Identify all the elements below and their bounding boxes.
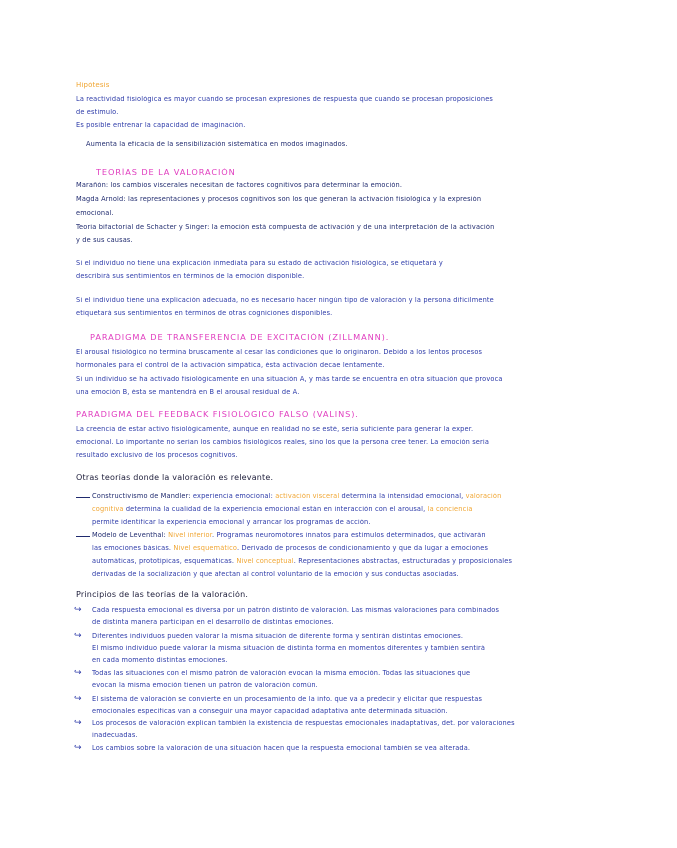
text-line: automáticas, prototípicas, esquemáticas. Nivel conceptual. Representaciones abstractas, estructuradas y proposicionales xyxy=(92,558,513,565)
dash-bullet-icon xyxy=(76,497,90,498)
curved-arrow-icon: ↪ xyxy=(74,718,82,728)
text-line: cognitiva determina la cualidad de la experiencia emocional están en interacción con el arousal, la conciencia xyxy=(92,506,473,513)
text-line: describirá sus sentimientos en términos de la emoción disponible. xyxy=(76,273,305,280)
text-line: Los cambios sobre la valoración de una situación hacen que la respuesta emocional también se vea alterada. xyxy=(92,745,471,752)
text-line: resultado exclusivo de los procesos cognitivos. xyxy=(76,452,238,459)
curved-arrow-icon: ↪ xyxy=(74,694,82,704)
text-line: una emoción B, ésta se mantendrá en B el arousal residual de A. xyxy=(76,389,300,396)
text-line: Es posible entrenar la capacidad de imaginación. xyxy=(76,122,246,129)
text-line: emocionales específicas van a conseguir una mayor capacidad adaptativa ante determinada situación. xyxy=(92,708,448,715)
text-line: Si el individuo no tiene una explicación inmediata para su estado de activación fisiológica, se etiquetará y xyxy=(76,260,443,267)
text-line: de estímulo. xyxy=(76,109,119,116)
text-line: Modelo de Leventhal: Nivel inferior. Programas neuromotores innatos para estímulos determinados, que activarán xyxy=(92,532,486,539)
text-line: las emociones básicas. Nivel esquemático. Derivado de procesos de condicionamiento y que da lugar a emociones xyxy=(92,545,489,552)
section-heading: PARADIGMA DE TRANSFERENCIA DE EXCITACIÓN (ZILLMANN). xyxy=(90,333,390,342)
text-line: Si el individuo tiene una explicación adecuada, no es necesario hacer ningún tipo de valoración y la persona difícilmente xyxy=(76,297,494,304)
text-line: Aumenta la eficacia de la sensibilización sistemática en modos imaginados. xyxy=(86,141,348,148)
text-line: en cada momento distintas emociones. xyxy=(92,657,228,664)
text-line: Si un individuo se ha activado fisiológicamente en una situación A, y más tarde se encuentra en otra situación que provoca xyxy=(76,376,503,383)
dash-bullet-icon xyxy=(76,536,90,537)
text-line: Teoría bifactorial de Schacter y Singer: la emoción está compuesta de activación y de una interpretación de la activación xyxy=(76,224,495,231)
text-line: etiquetará sus sentimientos en términos de otras cogniciones disponibles. xyxy=(76,310,333,317)
text-line: Diferentes individuos pueden valorar la misma situación de diferente forma y sentirán distintas emociones. xyxy=(92,633,464,640)
text-line: derivadas de la socialización y que afectan al control voluntario de la emoción y sus conductas asociadas. xyxy=(92,571,459,578)
text-line: La reactividad fisiológica es mayor cuando se procesan expresiones de respuesta que cuando se procesan proposiciones xyxy=(76,96,493,103)
text-line: emocional. xyxy=(76,210,114,217)
text-line: Todas las situaciones con el mismo patrón de valoración evocan la misma emoción. Todas las situaciones que xyxy=(92,670,471,677)
text-line: El sistema de valoración se convierte en un procesamiento de la info. que va a predecir y elicitar que respuestas xyxy=(92,696,483,703)
section-heading: Otras teorías donde la valoración es relevante. xyxy=(76,474,274,482)
text-line: y de sus causas. xyxy=(76,237,133,244)
hipotesis-title: Hipótesis xyxy=(76,82,110,89)
text-line: El arousal fisiológico no termina bruscamente al cesar las condiciones que lo originaron. Debido a los lentos procesos xyxy=(76,349,483,356)
section-heading: PARADIGMA DEL FEEDBACK FISIOLÓGICO FALSO (VALINS). xyxy=(76,410,359,419)
text-line: de distinta manera participan en el desarrollo de distintas emociones. xyxy=(92,619,334,626)
text-line: Cada respuesta emocional es diversa por un patrón distinto de valoración. Las mismas valoraciones para combinados xyxy=(92,607,500,614)
text-line: Los procesos de valoración explican también la existencia de respuestas emocionales inadaptativas, det. por valoraciones xyxy=(92,720,515,727)
curved-arrow-icon: ↪ xyxy=(74,631,82,641)
section-heading: Principios de las teorías de la valoración. xyxy=(76,591,249,599)
section-heading: TEORÍAS DE LA VALORACIÓN xyxy=(96,168,236,177)
curved-arrow-icon: ↪ xyxy=(74,605,82,615)
text-line: permite identificar la experiencia emocional y arrancar los programas de acción. xyxy=(92,519,371,526)
text-line: Magda Arnold: las representaciones y procesos cognitivos son los que generan la activación fisiológica y la expresión xyxy=(76,196,482,203)
text-line: inadecuadas. xyxy=(92,732,138,739)
curved-arrow-icon: ↪ xyxy=(74,743,82,753)
curved-arrow-icon: ↪ xyxy=(74,668,82,678)
text-line: La creencia de estar activo fisiológicamente, aunque en realidad no se esté, sería suficiente para generar la exper. xyxy=(76,426,474,433)
text-line: Constructivismo de Mandler: experiencia emocional: activación visceral determina la intensidad emocional, valoración xyxy=(92,493,502,500)
text-line: evocan la misma emoción tienen un patrón de valoración común. xyxy=(92,682,318,689)
text-line: El mismo individuo puede valorar la misma situación de distinta forma en momentos diferentes y también sentirá xyxy=(92,645,486,652)
text-line: emocional. Lo importante no serían los cambios fisiológicos reales, sino los que la persona cree tener. La emoción sería xyxy=(76,439,490,446)
text-line: Marañón: los cambios viscerales necesitan de factores cognitivos para determinar la emoción. xyxy=(76,182,403,189)
text-line: hormonales para el control de la activación simpática, ésta activación decae lentamente. xyxy=(76,362,385,369)
